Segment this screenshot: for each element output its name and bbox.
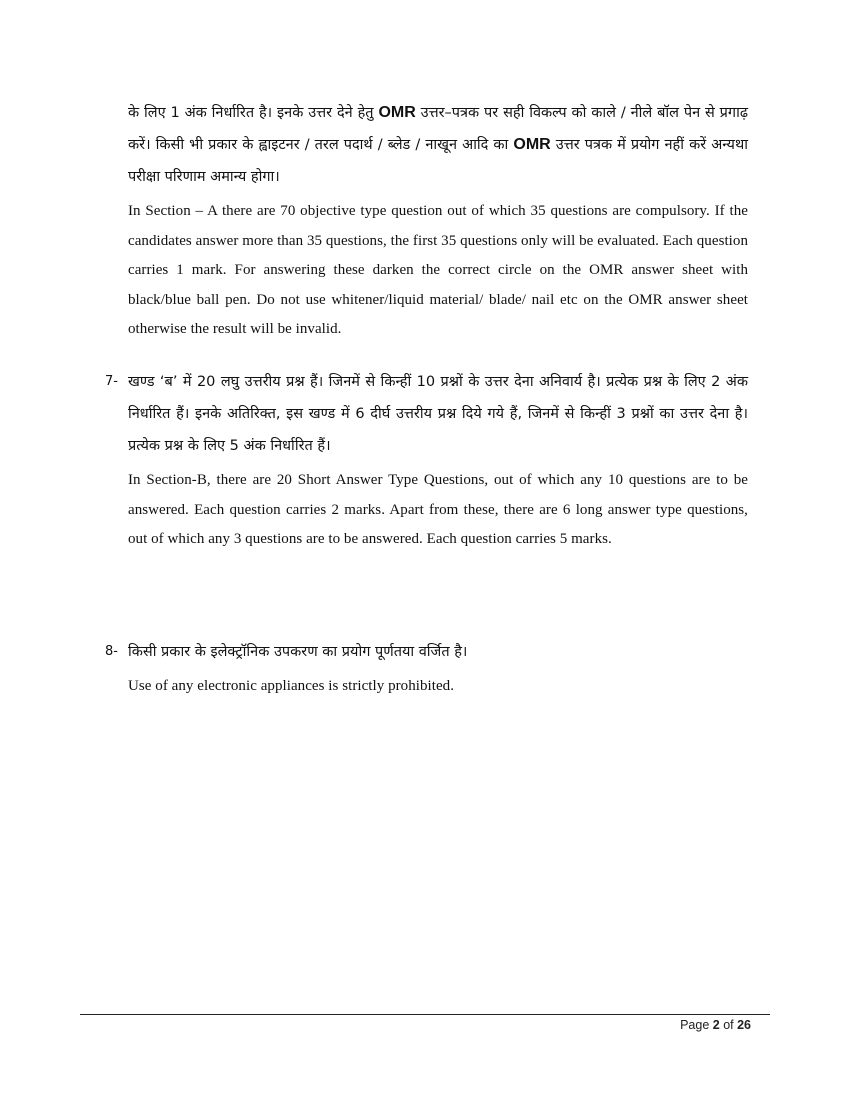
- total-pages-number: 26: [737, 1018, 751, 1032]
- omr-term: OMR: [378, 104, 416, 121]
- footer-divider: [80, 1014, 770, 1015]
- item-hindi-text: किसी प्रकार के इलेक्ट्रॉनिक उपकरण का प्रयोग पूर्णतया वर्जित है।: [128, 644, 468, 660]
- page-label: Page: [680, 1018, 713, 1032]
- item-body: [128, 636, 748, 702]
- item-english-text: Use of any electronic appliances is strictly prohibited.: [128, 678, 455, 694]
- section-a-english-instructions: In Section – A there are 70 objective type question out of which 35 questions are compulsory. If the candidates answer more than 35 questions, the first 35 questions only will be evaluated. Each question carries 1 mark. For answering these darken the correct circle on the OMR answer sheet with black/blue ball pen. Do not use whitener/liquid material/ blade/ nail etc on the OMR answer sheet otherwise the result will be invalid.: [128, 203, 748, 337]
- of-label: of: [719, 1018, 738, 1032]
- omr-term: OMR: [513, 136, 551, 153]
- section-a-hindi-part3: उत्तर पत्रक में प्रयोग नहीं करें अन्यथा परीक्षा परिणाम अमान्य होगा।: [128, 137, 748, 185]
- current-page-number: 2: [712, 1018, 720, 1032]
- item-english-text: In Section-B, there are 20 Short Answer Type Questions, out of which any 10 questions are to be answered. Each question carries 2 marks. Apart from these, there are 6 long answer type questions, out of which any 3 questions are to be answered. Each question carries 5 marks.: [128, 472, 748, 547]
- page-footer: [680, 1018, 751, 1032]
- section-a-hindi-part2: उत्तर–पत्रक पर सही विकल्प को काले / नीले बॉल पेन से प्रगाढ़ करें। किसी भी प्रकार के ह्वाइटनर / तरल पदार्थ / ब्लेड / नाखून आदि का: [128, 105, 748, 153]
- item-number: 7-: [105, 374, 118, 389]
- item-hindi-text: खण्ड ‘ब’ में 20 लघु उत्तरीय प्रश्न हैं। जिनमें से किन्हीं 10 प्रश्नों के उत्तर देना अनिवार्य है। प्रत्येक प्रश्न के लिए 2 अंक निर्धारित हैं। इनके अतिरिक्त, इस खण्ड में 6 दीर्घ उत्तरीय प्रश्न दिये गये हैं, जिनमें से किन्हीं 3 प्रश्नों का उत्तर देना है। प्रत्येक प्रश्न के लिए 5 अंक निर्धारित हैं।: [128, 374, 748, 454]
- section-a-hindi-instructions: [128, 97, 748, 193]
- item-body: [128, 366, 748, 555]
- item-number: 8-: [105, 644, 118, 659]
- section-a-hindi-part1: के लिए 1 अंक निर्धारित है। इनके उत्तर देने हेतु: [128, 105, 379, 121]
